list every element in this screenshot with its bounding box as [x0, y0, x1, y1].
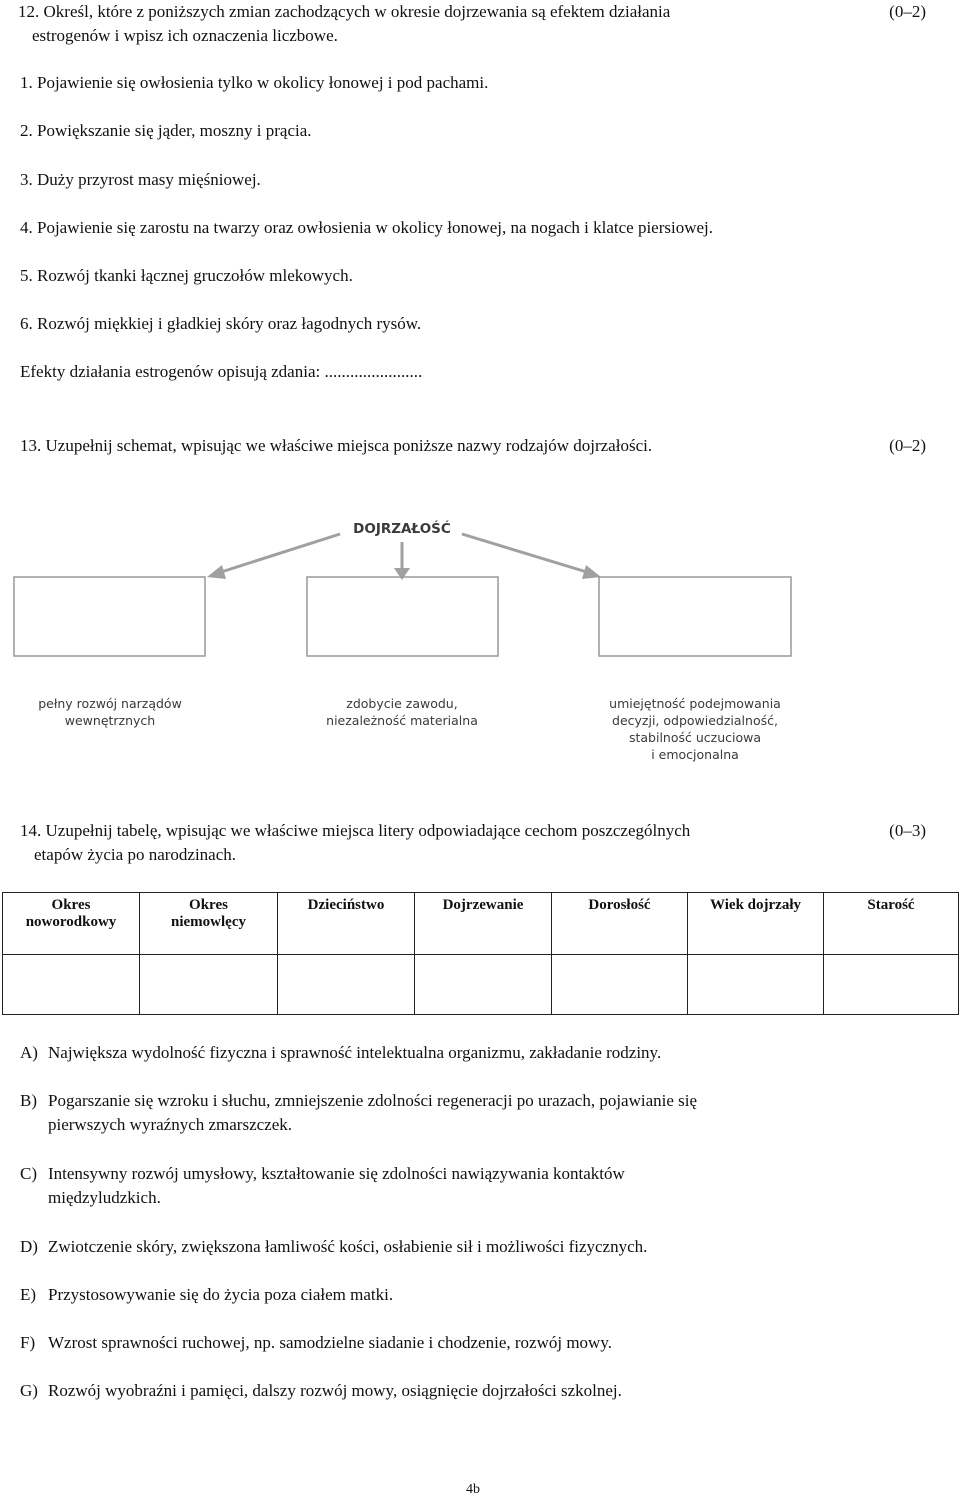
option-a — [20, 1041, 661, 1065]
q12-question — [18, 0, 670, 48]
arrow-right-head — [582, 565, 601, 579]
q12-header-line2: estrogenów i wpisz ich oznaczenia liczbowe. — [32, 26, 338, 45]
q13-header: 13. Uzupełnij schemat, wpisując we właściwe miejsca poniższe nazwy rodzajów dojrzałości. — [20, 436, 653, 455]
option-g-letter: G) — [20, 1381, 38, 1400]
answer-cell-old-age[interactable] — [824, 955, 959, 1015]
table-answer-row — [3, 955, 959, 1015]
option-d-letter: D) — [20, 1237, 38, 1256]
q12-item-5: 5. Rozwój tkanki łącznej gruczołów mlekowych. — [20, 266, 353, 285]
arrow-center-head — [394, 568, 410, 580]
diagram-arrows — [218, 534, 590, 573]
header-old-age-text: Starość — [867, 897, 915, 913]
option-f-letter: F) — [20, 1333, 36, 1352]
option-c-text-line1: Intensywny rozwój umysłowy, kształtowanie się zdolności nawiązywania kontaktów — [48, 1164, 625, 1183]
q14-question — [20, 819, 690, 867]
arrow-right — [462, 534, 590, 573]
header-puberty-text: Dojrzewanie — [442, 897, 524, 913]
option-b-text-line2: pierwszych wyraźnych zmarszczek. — [48, 1115, 293, 1134]
q13-points: (0–2) — [889, 436, 926, 455]
diagram-title: DOJRZAŁOŚĆ — [353, 521, 451, 537]
option-e-text: Przystosowywanie się do życia poza ciałem matki. — [48, 1285, 394, 1304]
option-c-letter: C) — [20, 1164, 37, 1183]
option-b-text-line1: Pogarszanie się wzroku i słuchu, zmniejszenie zdolności regeneracji po urazach, pojawianie się — [48, 1091, 698, 1110]
header-infant-line2: niemowlęcy — [171, 914, 246, 930]
option-a-text: Największa wydolność fizyczna i sprawność intelektualna organizmu, zakładanie rodziny. — [48, 1043, 662, 1062]
header-childhood-text: Dzieciństwo — [307, 897, 385, 913]
option-f-text: Wzrost sprawności ruchowej, np. samodzielne siadanie i chodzenie, rozwój mowy. — [48, 1333, 612, 1352]
diagram-box-1[interactable] — [14, 577, 205, 656]
answer-cell-newborn[interactable] — [3, 955, 140, 1015]
header-infant — [140, 893, 278, 955]
q14-header-line2: etapów życia po narodzinach. — [34, 845, 237, 864]
header-childhood — [278, 893, 415, 955]
q12-answer-prompt[interactable]: Efekty działania estrogenów opisują zdania: ....................... — [20, 362, 423, 381]
label-3-line1: umiejętność podejmowania — [609, 696, 781, 711]
answer-cell-infant[interactable] — [140, 955, 278, 1015]
arrow-left-head — [207, 565, 226, 579]
header-newborn-line1: Okres — [51, 897, 91, 913]
header-infant-line1: Okres — [189, 897, 228, 913]
option-b-letter: B) — [20, 1091, 37, 1110]
label-3-line2: decyzji, odpowiedzialność, — [612, 713, 778, 728]
option-d — [20, 1235, 647, 1259]
table-header-row — [3, 893, 959, 955]
q12-header-line1: 12. Określ, które z poniższych zmian zachodzących w okresie dojrzewania są efektem działania — [18, 2, 671, 21]
q14-points: (0–3) — [889, 821, 926, 840]
option-e-letter: E) — [20, 1285, 37, 1304]
diagram-box-3[interactable] — [599, 577, 791, 656]
header-puberty — [415, 893, 552, 955]
header-mature-age-text: Wiek dojrzały — [710, 897, 801, 913]
q12-item-2: 2. Powiększanie się jąder, moszny i prącia. — [20, 121, 312, 140]
answer-cell-childhood[interactable] — [278, 955, 415, 1015]
q14-header-line1: 14. Uzupełnij tabelę, wpisując we właściwe miejsca litery odpowiadające cechom poszczególnych — [20, 821, 691, 840]
label-3-line3: stabilność uczuciowa — [628, 730, 762, 745]
q12-item-1: 1. Pojawienie się owłosienia tylko w okolicy łonowej i pod pachami. — [20, 73, 489, 92]
diagram-box-2[interactable] — [307, 577, 498, 656]
option-g-text: Rozwój wyobraźni i pamięci, dalszy rozwój mowy, osiągnięcie dojrzałości szkolnej. — [48, 1381, 622, 1400]
answer-cell-puberty[interactable] — [415, 955, 552, 1015]
option-a-letter: A) — [20, 1043, 38, 1062]
header-newborn-line2: noworodkowy — [25, 914, 117, 930]
page-number: 4b — [466, 1482, 480, 1497]
q12-points: (0–2) — [889, 2, 926, 21]
label-2-line1: zdobycie zawodu, — [346, 696, 458, 711]
header-old-age — [824, 893, 959, 955]
maturity-diagram — [0, 500, 960, 780]
option-b — [20, 1089, 697, 1137]
arrow-left — [218, 534, 340, 573]
option-c-text-line2: międzyludzkich. — [48, 1188, 161, 1207]
life-stages-table — [2, 892, 959, 1015]
label-1-line2: wewnętrznych — [64, 713, 156, 728]
label-3-line4: i emocjonalna — [651, 747, 739, 762]
label-2-line2: niezależność materialna — [326, 713, 478, 728]
answer-cell-mature-age[interactable] — [688, 955, 824, 1015]
q12-item-3: 3. Duży przyrost masy mięśniowej. — [20, 170, 261, 189]
option-g — [20, 1379, 622, 1403]
answer-cell-adulthood[interactable] — [552, 955, 688, 1015]
header-adulthood-text: Dorosłość — [588, 897, 651, 913]
header-adulthood — [552, 893, 688, 955]
label-1-line1: pełny rozwój narządów — [38, 696, 182, 711]
header-mature-age — [688, 893, 824, 955]
option-c — [20, 1162, 625, 1210]
header-newborn — [3, 893, 140, 955]
option-f — [20, 1331, 612, 1355]
option-e — [20, 1283, 393, 1307]
q12-item-6: 6. Rozwój miękkiej i gładkiej skóry oraz łagodnych rysów. — [20, 314, 422, 333]
q12-item-4: 4. Pojawienie się zarostu na twarzy oraz owłosienia w okolicy łonowej, na nogach i klatce piersiowej. — [20, 218, 714, 237]
option-d-text: Zwiotczenie skóry, zwiększona łamliwość kości, osłabienie sił i możliwości fizycznych. — [48, 1237, 648, 1256]
